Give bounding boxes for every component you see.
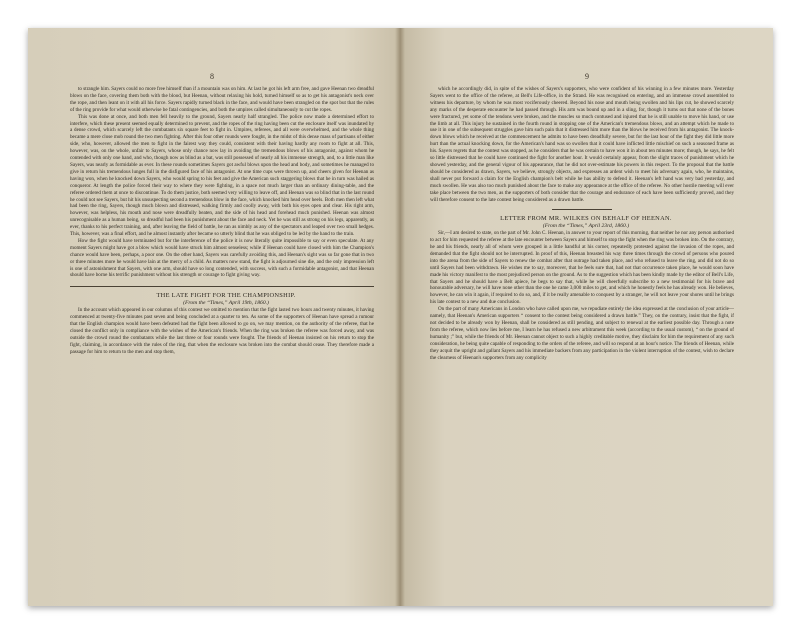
article-paragraph-1: In the account which appeared in our columns of this contest we omitted to mention that the fight lasted two hours and twenty minutes, it having commenced at twenty-five minutes past seven and being concluded at a quarter to ten. As some of the supporters of Heenan have spread a rumour that the English champion would have been defeated had the fight been allowed to go on, we may mention, on the authority of the referee, that he closed the conflict only in compliance with the wishes of the American's friends. When the ring was broken the referee was forced away, and was outside the crowd round the combatants while the last three or four rounds were fought. The friends of Heenan insisted on his return to stop the fight, claiming, in accordance with the rules of the ring, that when the enclosure was broken into the combat should cease. They therefore made a passage for him to return to the men and stop them, [70,307,374,355]
page-number-left: 8 [210,72,214,81]
right-paragraph-1: which he accordingly did, in spite of the wishes of Sayers's supporters, who were confident of his winning in a few minutes more. Yesterday Sayers went to the office of the referee, at Bell's Life-office, in the Strand. He was recognised on entering, and an immense crowd assembled to witness his departure, by whom he was most vociferously cheered. Beyond his nose and mouth being swollen and his lips cut, he showed scarcely any marks of the desperate encounter he had passed through. His arm was bound up and in a sling, for, though it turns out that none of the bones were fractured, yet some of the tendons were broken, and the muscles so much contused and injured that he is still unable to move his hand, or use the limb at all. This injury he sustained in the fourth round in stopping one of the American's tremendous blows, and an attempt which he made to use it in one of the subsequent struggles gave him such pain that it distressed him more than the blows he received from his antagonist. The knock-down blows which he received at the commencement he admits to have been dreadfully severe, but for the last hour of the fight they did little more hurt than the actual knocking down, for the American's hand was so swollen that it could have inflicted little mischief on such a seasoned frame as his. Sayers regrets that the contest was stopped, as he considers that he was certain to have won it in about ten minutes more; though, he says, he felt so little distressed that he could have continued the fight for another hour. It would certainly appear, from the slight traces of punishment which he showed yesterday, and the general vigour of his appearance, that he did not over-estimate his powers in this respect. To the proposal that the battle should be considered as drawn, Sayers, we believe, strongly objects, and expresses an ardent wish to meet his adversary again, who, he maintains, shall never put forward a claim for the English champion's belt while he has ability to defend it. Heenan's left hand was very bad yesterday, and much swollen. He was also too much punished about the face to make any appearance at the office of the referee. No other hostile meeting will ever take place between the two men, as the supporters of both consider that the courage and endurance of each have been sufficiently proved, and they will therefore consent to the late contest being considered as a drawn battle. [430,86,734,203]
left-paragraph-3: How the fight would have terminated but for the interference of the police it is now literally quite impossible to say or even speculate. At any moment Sayers might have got a blow which would have struck him almost senseless; while if Heenan could have closed with him the Champion's chance would have been, perhaps, a poor one. On the other hand, Sayers was carefully avoiding this, and Heenan's sight was so far gone that in two or three minutes more he would have lain at the mercy of a child. As matters now stand, the fight is adjourned sine die, and the only impression left is one of astonishment that Sayers, with one arm, should have so long contended, with success, with such a formidable antagonist, and that Heenan should have borne his terrific punishment without his strength or courage to fight giving way. [70,237,374,279]
letter-source: (From the “Times,” April 23rd, 1860.) [542,223,630,230]
right-page [400,28,773,606]
letter-paragraph-2: On the part of many Americans in London who have called upon me, we repudiate entirely the idea expressed at the conclusion of your article—namely, that Heenan's American supporters “ consent to the contest being considered a drawn battle.” They, on the contrary, insist that the fight, if not decided to be already won by Heenan, shall be considered as still pending, and subject to renewal at the earliest possible day. Through a note from the referee, which now lies before me, I learn he has refused a new arbitrament this week (according to the usual custom), “ on the ground of humanity ;” but, while the friends of Mr. Heenan cannot object to such a highly creditable motive, they disclaim for him the requirement of any such consideration, he being quite capable of responding to the orders of the referee, and will so respond at an hour's notice. The friends of Heenan, while they acquit the upright and gallant Sayers and his immediate backers from any participation in the violent interruption of the contest, wish to declare the clearness of Heenan's supporters from any complicity [430,306,734,361]
right-column [430,86,734,361]
book-gutter [395,28,405,606]
letter-heading: LETTER FROM MR. WILKES ON BEHALF OF HEENAN. [500,215,672,223]
section-divider [70,286,374,287]
left-paragraph-1: to strangle him. Sayers could no more free himself than if a mountain was on him. At last he got his left arm free, and gave Heenan two dreadful blows on the face, covering them both with the blood, but Heenan, without relaxing his hold, turned himself so as to get his antagonist's neck over the rope, and then leant on it with all his force. Sayers rapidly turned black in the face, and would have been strangled on the spot but that the rules of the ring provide for what would otherwise be fatal contingencies, and both the umpires called simultaneously to cut the ropes. [70,86,374,113]
page-number-right: 9 [585,72,589,81]
article-source: (From the “Times,” April 19th, 1860.) [183,300,269,307]
book-spread [28,28,773,606]
section-divider-right [552,209,612,210]
left-column [70,86,374,356]
left-paragraph-2: This was done at once, and both men fell heavily to the ground, Sayers nearly half strangled. The police now made a determined effort to interfere, which these present seemed equally determined to prevent, and the ropes of the ring having been cut the enclosure itself was inundated by a dense crowd, which scarcely left the combatants six square feet to fight in. Umpires, referees, and all were overwhelmed, and the whole thing became a mere close mob round the two men fighting. After this four other rounds were fought, in the midst of this dense mass of partisans of either side, who, however, allowed the men to fight in the fairest way they could, consistent with their having hardly any room to fight at all. This, however, was, on the whole, unfair to Sayers, whose only chance now lay in avoiding the tremendous blows of his antagonist, against whom he contended with only one hand, and who, though now as blind as a bat, was still possessed of nearly all his immense strength, and, to a little man like Sayers, was nearly as formidable as ever. In these rounds sometimes Sayers got awful blows upon the head and body, and sometimes he managed to give in return his tremendous lunges full in the disfigured face of his antagonist. At one time cups were thrown up, and cheers given for Heenan as having won, when he knocked down Sayers, who would spring to his feet and give the American such staggering blows that he in turn was hailed as conqueror. At length the police forced their way to where they were fighting, in a space not much larger than an ordinary dining-table, and the referee ordered them at once to discontinue. To do them justice, both seemed very willing to leave off, and Heenan was so blind that in the last round he could not see Sayers, but hit his unsuspecting second a tremendous blow in the face, which knocked him head over heels. Both men then left what had been the ring, Sayers, though much blown and distressed, walking firmly and coolly away, with both his eyes open and clear. His right arm, however, was helpless, his mouth and nose were dreadfully beaten, and the side of his head and forehead much punished. Heenan was almost unrecognisable as a human being, so dreadful had been his punishment about the face and neck. Yet he was still as strong on his legs, apparently, as ever, thanks to his perfect training, and, after leaving the field of battle, he ran as nimbly as any of the spectators and leaped over two small hedges. This, however, was a final effort, and he almost instantly after became so utterly blind that he was obliged to be led by the hand to the train. [70,113,374,238]
left-page [28,28,400,606]
article-heading: THE LATE FIGHT FOR THE CHAMPIONSHIP. [156,292,296,300]
letter-paragraph-1: Sir,—I am desired to state, on the part of Mr. John C. Heenan, in answer to your report of this morning, that neither he nor any person authorised to act for him requested the referee at the late encounter between Sayers and himself to stop the fight when the ring was broken into. On the contrary, he and his friends, nearly all of whom were grouped in a little handful at his corner, repeatedly protested against the invasion of the ropes, and demanded that the fight should not be interrupted. In proof of this, Heenan breasted his way three times through the crowd of persons who poured into the arena from the side of Sayers to renew the combat after that outrage had taken place, and who refused to leave the ring, and did not do so until Sayers had been withdrawn. He wishes me to say, moreover, that he feels sure that, had not that occurrence taken place, he would soon have made his victory manifest to the most prejudiced person on the ground. As to the suggestion which has been kindly made by the editor of Bell's Life, that Sayers and he should have a Belt apiece, he begs to say that, while he will cheerfully subscribe to a new testimonial for his brave and honourable adversary, he will have none other than the one he came 3,000 miles to get, and which he honestly feels he has already won. He believes, however, he can win it again, if required to do so, and, if it be really amenable to conquest by a stranger, he will not leave your shores until he brings his late contest to a new and due conclusion. [430,230,734,306]
